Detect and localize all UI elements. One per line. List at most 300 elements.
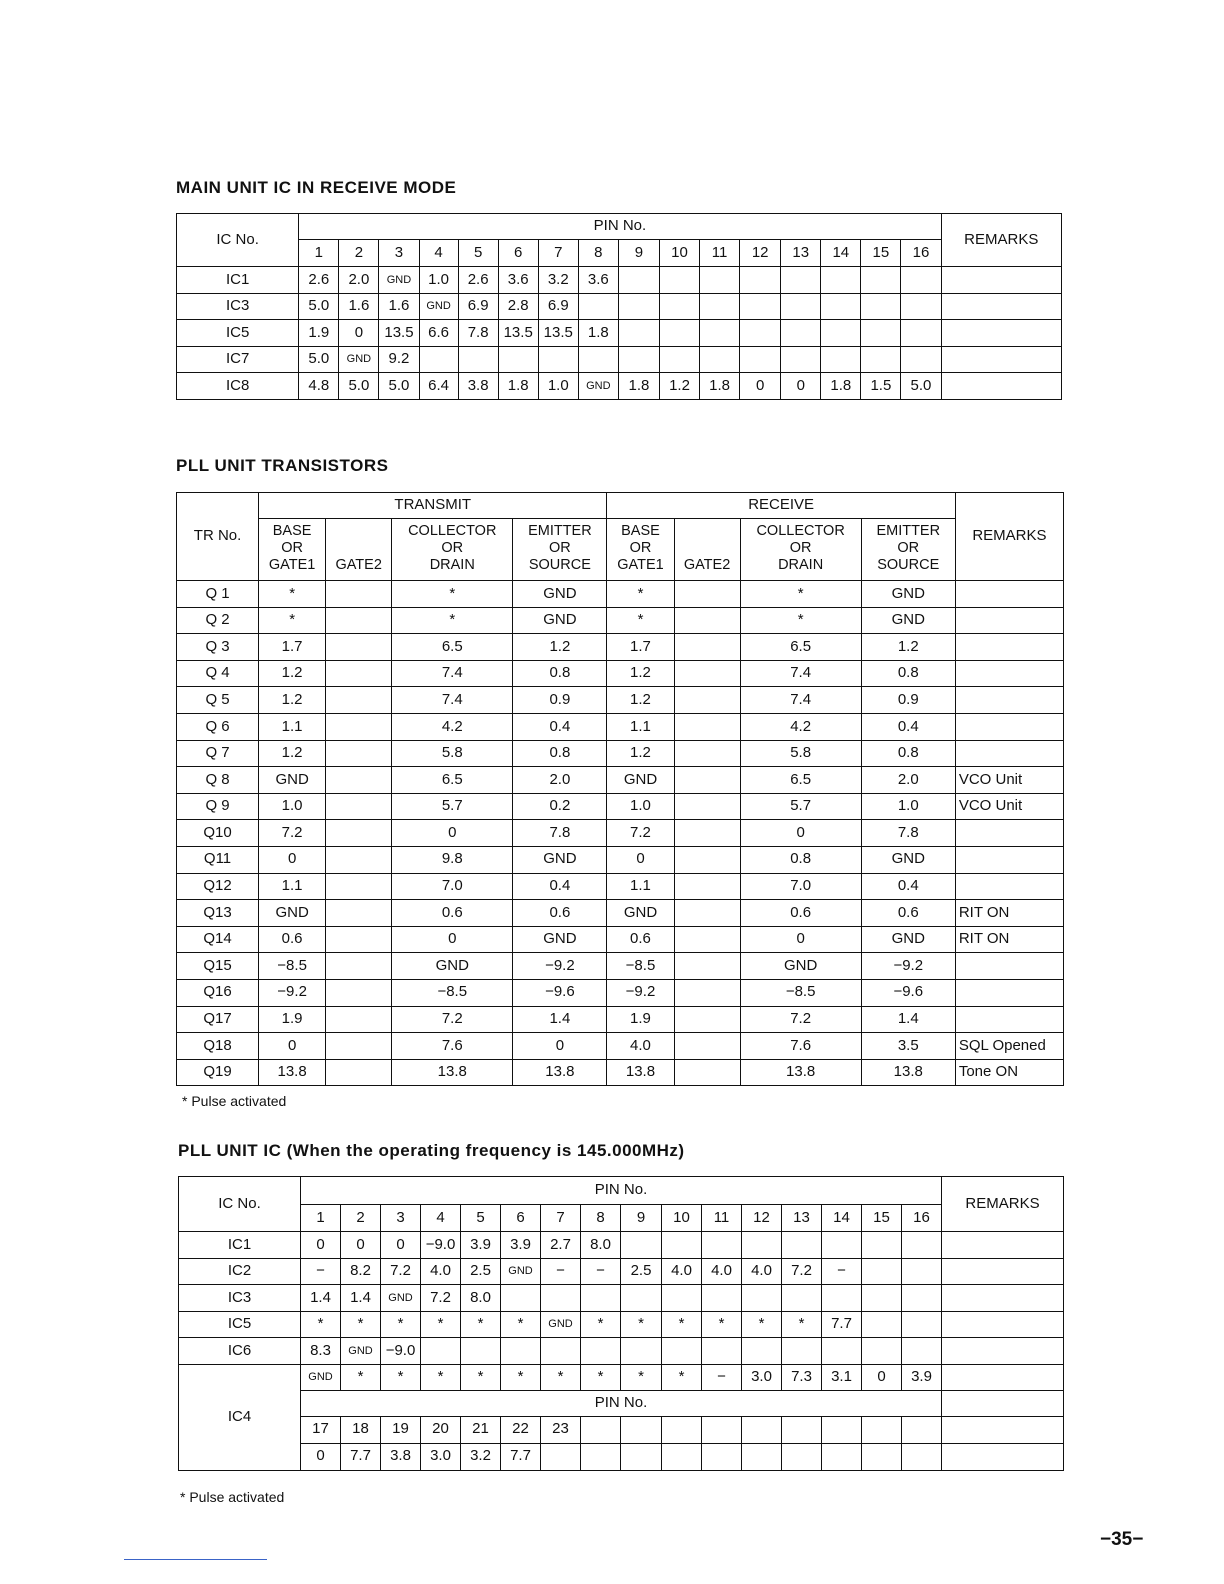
col-header-line bbox=[675, 524, 740, 541]
voltage-value: 1.2 bbox=[513, 634, 607, 661]
voltage-value bbox=[674, 926, 740, 953]
pin-value: 1.8 bbox=[578, 320, 618, 347]
voltage-value: 1.9 bbox=[607, 1006, 674, 1033]
voltage-value: 0.8 bbox=[513, 740, 607, 767]
voltage-value: 7.8 bbox=[861, 820, 955, 847]
remarks-cell: VCO Unit bbox=[955, 767, 1063, 794]
remarks-cell bbox=[942, 1338, 1064, 1365]
pin-value bbox=[862, 1443, 902, 1470]
pin-number-header: 1 bbox=[301, 1205, 341, 1232]
voltage-value: 5.8 bbox=[740, 740, 861, 767]
receive-col-header bbox=[607, 519, 674, 581]
pin-value: 1.9 bbox=[299, 320, 339, 347]
tr-label: Q 8 bbox=[177, 767, 259, 794]
pin-value: GND bbox=[381, 1285, 421, 1312]
remarks-cell bbox=[942, 1258, 1064, 1285]
ic-label: IC5 bbox=[179, 1311, 301, 1338]
pin-value: 5.0 bbox=[299, 346, 339, 373]
col-header-line bbox=[675, 541, 740, 558]
voltage-value: 7.2 bbox=[392, 1006, 513, 1033]
pin-number-header: 15 bbox=[862, 1205, 902, 1232]
pin-value bbox=[421, 1338, 461, 1365]
voltage-value: * bbox=[740, 607, 861, 634]
voltage-value: 7.6 bbox=[392, 1033, 513, 1060]
voltage-value: 0.8 bbox=[740, 846, 861, 873]
pin-value bbox=[700, 320, 740, 347]
voltage-value: 0.6 bbox=[259, 926, 326, 953]
voltage-value bbox=[674, 581, 740, 608]
voltage-value bbox=[674, 900, 740, 927]
pin-value: −9.0 bbox=[381, 1338, 421, 1365]
table-row bbox=[177, 660, 1064, 687]
table-row bbox=[179, 1443, 1064, 1470]
pin-value bbox=[902, 1258, 942, 1285]
voltage-value: 0.9 bbox=[513, 687, 607, 714]
voltage-value bbox=[326, 873, 392, 900]
pin-value: * bbox=[381, 1364, 421, 1390]
voltage-value bbox=[674, 713, 740, 740]
table-row bbox=[177, 373, 1062, 400]
ic-label: IC4 bbox=[179, 1364, 301, 1470]
voltage-value: 13.8 bbox=[607, 1059, 674, 1086]
pin-number-header: 23 bbox=[541, 1416, 581, 1443]
remarks-cell bbox=[955, 660, 1063, 687]
voltage-value: 13.8 bbox=[513, 1059, 607, 1086]
page-number: −35− bbox=[1100, 1529, 1144, 1550]
col-header-line: DRAIN bbox=[778, 557, 824, 573]
pin-number-header bbox=[862, 1416, 902, 1443]
col-header-line: EMITTER bbox=[528, 523, 592, 539]
voltage-value: 7.2 bbox=[740, 1006, 861, 1033]
pin-value bbox=[659, 267, 699, 294]
voltage-value: GND bbox=[513, 581, 607, 608]
pin-number-header: 7 bbox=[538, 240, 578, 267]
pin-number-header bbox=[662, 1416, 702, 1443]
tr-label: Q 1 bbox=[177, 581, 259, 608]
table-row bbox=[179, 1177, 1064, 1205]
pin-value: 4.0 bbox=[702, 1258, 742, 1285]
voltage-value bbox=[326, 740, 392, 767]
table-row bbox=[177, 687, 1064, 714]
pin-value: * bbox=[541, 1364, 581, 1390]
pin-value bbox=[702, 1443, 742, 1470]
pin-value: 0 bbox=[781, 373, 821, 400]
pin-value bbox=[621, 1443, 662, 1470]
voltage-value: 0.4 bbox=[513, 873, 607, 900]
remarks-cell bbox=[942, 1285, 1064, 1312]
pin-value: * bbox=[581, 1364, 621, 1390]
voltage-value bbox=[326, 846, 392, 873]
pin-value bbox=[821, 293, 861, 320]
table-row bbox=[179, 1258, 1064, 1285]
voltage-value bbox=[674, 846, 740, 873]
ic-label: IC3 bbox=[177, 293, 299, 320]
pin-value bbox=[901, 267, 941, 294]
pin-value: * bbox=[742, 1311, 782, 1338]
receive-header: RECEIVE bbox=[607, 493, 955, 519]
pin-value: GND bbox=[541, 1311, 581, 1338]
remarks-cell bbox=[955, 607, 1063, 634]
voltage-value: 1.1 bbox=[259, 713, 326, 740]
table-row bbox=[179, 1338, 1064, 1365]
pin-value bbox=[662, 1232, 702, 1259]
pll-unit-transistors-title: PLL UNIT TRANSISTORS bbox=[176, 456, 389, 475]
pin-value: * bbox=[461, 1311, 501, 1338]
voltage-value bbox=[674, 1033, 740, 1060]
voltage-value bbox=[326, 820, 392, 847]
tr-label: Q10 bbox=[177, 820, 259, 847]
pin-value: 7.3 bbox=[782, 1364, 822, 1390]
pin-value bbox=[781, 346, 821, 373]
pin-number-header: 14 bbox=[822, 1205, 862, 1232]
voltage-value: 7.0 bbox=[392, 873, 513, 900]
pin-value: 7.7 bbox=[822, 1311, 862, 1338]
pin-value: 0 bbox=[381, 1232, 421, 1259]
pin-value: −9.0 bbox=[421, 1232, 461, 1259]
pin-value: * bbox=[621, 1311, 662, 1338]
table-row bbox=[179, 1285, 1064, 1312]
voltage-value: 5.7 bbox=[392, 793, 513, 820]
pin-number-header: 3 bbox=[379, 240, 419, 267]
voltage-value: −9.6 bbox=[513, 979, 607, 1006]
voltage-value: 0.6 bbox=[392, 900, 513, 927]
voltage-value: 0.6 bbox=[607, 926, 674, 953]
voltage-value: GND bbox=[607, 900, 674, 927]
voltage-value: 13.8 bbox=[259, 1059, 326, 1086]
transmit-col-header bbox=[259, 519, 326, 581]
tr-label: Q 5 bbox=[177, 687, 259, 714]
remarks-cell bbox=[942, 1311, 1064, 1338]
table-row bbox=[177, 873, 1064, 900]
pin-value: − bbox=[702, 1364, 742, 1390]
remarks-cell bbox=[955, 953, 1063, 980]
pin-value bbox=[700, 346, 740, 373]
pin-value bbox=[742, 1443, 782, 1470]
pin-value: 2.6 bbox=[458, 267, 498, 294]
pin-value: 8.0 bbox=[461, 1285, 501, 1312]
pin-value bbox=[862, 1285, 902, 1312]
voltage-value: * bbox=[259, 607, 326, 634]
pin-value bbox=[902, 1338, 942, 1365]
voltage-value bbox=[674, 953, 740, 980]
bottom-rule bbox=[124, 1559, 267, 1560]
pin-value bbox=[862, 1338, 902, 1365]
pin-value bbox=[662, 1443, 702, 1470]
table-row bbox=[177, 634, 1064, 661]
pin-value bbox=[822, 1443, 862, 1470]
voltage-value: GND bbox=[861, 926, 955, 953]
remarks-cell: Tone ON bbox=[955, 1059, 1063, 1086]
remarks-cell bbox=[955, 581, 1063, 608]
col-header-line: GATE1 bbox=[617, 557, 664, 573]
remarks-cell bbox=[942, 1416, 1064, 1443]
pin-number-header bbox=[742, 1416, 782, 1443]
pin-number-header: 3 bbox=[381, 1205, 421, 1232]
voltage-value: 0 bbox=[740, 820, 861, 847]
pin-value: 13.5 bbox=[379, 320, 419, 347]
voltage-value: 0.4 bbox=[861, 873, 955, 900]
pin-value bbox=[782, 1443, 822, 1470]
pin-number-header: 6 bbox=[501, 1205, 541, 1232]
voltage-value: 13.8 bbox=[392, 1059, 513, 1086]
remarks-cell bbox=[955, 713, 1063, 740]
pin-value: 13.5 bbox=[538, 320, 578, 347]
voltage-value: −9.2 bbox=[607, 979, 674, 1006]
voltage-value: 7.2 bbox=[259, 820, 326, 847]
voltage-value: 0.4 bbox=[513, 713, 607, 740]
voltage-value bbox=[674, 1059, 740, 1086]
voltage-value: GND bbox=[259, 767, 326, 794]
pin-value: 2.6 bbox=[299, 267, 339, 294]
pin-value: 4.0 bbox=[742, 1258, 782, 1285]
pin-value bbox=[781, 267, 821, 294]
pin-value: 3.0 bbox=[421, 1443, 461, 1470]
voltage-value bbox=[674, 634, 740, 661]
table-row bbox=[177, 293, 1062, 320]
pin-value: 8.2 bbox=[341, 1258, 381, 1285]
voltage-value: 13.8 bbox=[861, 1059, 955, 1086]
voltage-value: 0.8 bbox=[513, 660, 607, 687]
pin-value: 4.8 bbox=[299, 373, 339, 400]
voltage-value bbox=[326, 793, 392, 820]
remarks-cell bbox=[942, 1390, 1064, 1416]
pin-value bbox=[822, 1338, 862, 1365]
pin-value: 13.5 bbox=[498, 320, 538, 347]
table-row bbox=[177, 607, 1064, 634]
pin-value: 1.8 bbox=[821, 373, 861, 400]
pin-value: 9.2 bbox=[379, 346, 419, 373]
table-row bbox=[177, 846, 1064, 873]
pin-value bbox=[740, 293, 781, 320]
pin-value bbox=[782, 1285, 822, 1312]
table-row bbox=[179, 1364, 1064, 1390]
pin-value bbox=[822, 1232, 862, 1259]
pin-number-header: 8 bbox=[581, 1205, 621, 1232]
voltage-value: 0.9 bbox=[861, 687, 955, 714]
pin-value bbox=[700, 267, 740, 294]
pin-value bbox=[902, 1232, 942, 1259]
pin-value: 8.3 bbox=[301, 1338, 341, 1365]
col-header-line bbox=[326, 524, 391, 541]
col-header-line: GATE1 bbox=[268, 557, 316, 573]
pin-value bbox=[861, 320, 901, 347]
pin-value bbox=[782, 1232, 822, 1259]
voltage-value: −8.5 bbox=[740, 979, 861, 1006]
pin-value bbox=[861, 293, 901, 320]
pin-value: * bbox=[662, 1311, 702, 1338]
pin-value: * bbox=[421, 1364, 461, 1390]
pin-value: 6.9 bbox=[458, 293, 498, 320]
pin-value bbox=[781, 293, 821, 320]
voltage-value: 7.6 bbox=[740, 1033, 861, 1060]
ic-no-header: IC No. bbox=[177, 214, 299, 267]
pin-value: 3.8 bbox=[381, 1443, 421, 1470]
voltage-value: 9.8 bbox=[392, 846, 513, 873]
pin-value bbox=[659, 293, 699, 320]
voltage-value: 6.5 bbox=[740, 634, 861, 661]
voltage-value: 0.4 bbox=[861, 713, 955, 740]
pin-number-header: 9 bbox=[618, 240, 659, 267]
pin-value bbox=[581, 1443, 621, 1470]
voltage-value: 6.5 bbox=[740, 767, 861, 794]
col-header-line: COLLECTOR bbox=[408, 523, 497, 539]
voltage-value bbox=[674, 740, 740, 767]
pin-value: 8.0 bbox=[581, 1232, 621, 1259]
pin-value: 3.9 bbox=[461, 1232, 501, 1259]
pin-value: * bbox=[621, 1364, 662, 1390]
ic-label: IC1 bbox=[177, 267, 299, 294]
pin-number-header: 18 bbox=[341, 1416, 381, 1443]
pin-value: 1.0 bbox=[419, 267, 458, 294]
col-header-line: SOURCE bbox=[528, 557, 591, 573]
voltage-value: * bbox=[607, 607, 674, 634]
receive-col-header bbox=[674, 519, 740, 581]
ic-label: IC2 bbox=[179, 1258, 301, 1285]
pin-value: * bbox=[341, 1311, 381, 1338]
pin-value bbox=[742, 1232, 782, 1259]
pin-value bbox=[659, 346, 699, 373]
ic-label: IC3 bbox=[179, 1285, 301, 1312]
pin-value: 3.6 bbox=[578, 267, 618, 294]
pin-number-header: 17 bbox=[301, 1416, 341, 1443]
pin-value bbox=[902, 1443, 942, 1470]
pin-value: GND bbox=[419, 293, 458, 320]
remarks-cell: RIT ON bbox=[955, 926, 1063, 953]
pin-value: 7.2 bbox=[381, 1258, 421, 1285]
pin-value bbox=[662, 1285, 702, 1312]
voltage-value: 1.9 bbox=[259, 1006, 326, 1033]
pin-number-header bbox=[621, 1416, 662, 1443]
pin-value: * bbox=[702, 1311, 742, 1338]
pin-value bbox=[461, 1338, 501, 1365]
voltage-value: 1.2 bbox=[607, 740, 674, 767]
pin-value: GND bbox=[341, 1338, 381, 1365]
pin-number-header: 8 bbox=[578, 240, 618, 267]
pin-value bbox=[659, 320, 699, 347]
pin-value: GND bbox=[301, 1364, 341, 1390]
voltage-value: * bbox=[740, 581, 861, 608]
pin-value: 2.8 bbox=[498, 293, 538, 320]
pin-number-header: 20 bbox=[421, 1416, 461, 1443]
ic-no-header: IC No. bbox=[179, 1177, 301, 1232]
voltage-value: GND bbox=[740, 953, 861, 980]
table-row bbox=[177, 519, 1064, 581]
pin-value: 1.8 bbox=[498, 373, 538, 400]
pin-value: 0 bbox=[301, 1232, 341, 1259]
tr-label: Q 4 bbox=[177, 660, 259, 687]
table-row bbox=[179, 1232, 1064, 1259]
voltage-value bbox=[674, 1006, 740, 1033]
table-row bbox=[177, 581, 1064, 608]
pin-number-header: 13 bbox=[781, 240, 821, 267]
ic-label: IC8 bbox=[177, 373, 299, 400]
voltage-value: −8.5 bbox=[607, 953, 674, 980]
table-row bbox=[177, 740, 1064, 767]
pin-value bbox=[902, 1311, 942, 1338]
pin-value: GND bbox=[501, 1258, 541, 1285]
voltage-value: 1.2 bbox=[861, 634, 955, 661]
pin-value bbox=[782, 1338, 822, 1365]
tr-label: Q18 bbox=[177, 1033, 259, 1060]
voltage-value bbox=[326, 1059, 392, 1086]
tr-label: Q19 bbox=[177, 1059, 259, 1086]
pin-value: 3.8 bbox=[458, 373, 498, 400]
col-header-line: OR bbox=[897, 540, 920, 556]
remarks-cell bbox=[942, 1232, 1064, 1259]
voltage-value: 0 bbox=[392, 820, 513, 847]
voltage-value bbox=[326, 767, 392, 794]
voltage-value: 1.0 bbox=[861, 793, 955, 820]
pin-number-header bbox=[902, 1416, 942, 1443]
voltage-value: 0.2 bbox=[513, 793, 607, 820]
pin-value: 1.2 bbox=[659, 373, 699, 400]
pin-value bbox=[541, 1338, 581, 1365]
tr-label: Q 7 bbox=[177, 740, 259, 767]
pin-value bbox=[458, 346, 498, 373]
pin-value bbox=[578, 293, 618, 320]
tr-label: Q14 bbox=[177, 926, 259, 953]
voltage-value: 1.1 bbox=[607, 873, 674, 900]
voltage-value bbox=[674, 660, 740, 687]
remarks-header: REMARKS bbox=[941, 214, 1061, 267]
pin-number-header: 21 bbox=[461, 1416, 501, 1443]
voltage-value bbox=[326, 926, 392, 953]
remarks-header: REMARKS bbox=[955, 493, 1063, 581]
pin-value: * bbox=[381, 1311, 421, 1338]
voltage-value: 2.0 bbox=[861, 767, 955, 794]
voltage-value bbox=[674, 687, 740, 714]
transmit-col-header bbox=[326, 519, 392, 581]
pin-value bbox=[538, 346, 578, 373]
table-row bbox=[179, 1390, 1064, 1416]
pin-value: 7.7 bbox=[341, 1443, 381, 1470]
table-row bbox=[177, 346, 1062, 373]
voltage-value: 0.8 bbox=[861, 660, 955, 687]
pin-value: * bbox=[301, 1311, 341, 1338]
main-unit-ic-table bbox=[176, 213, 1062, 400]
voltage-value: 6.5 bbox=[392, 767, 513, 794]
remarks-cell bbox=[942, 1443, 1064, 1470]
main-unit-ic-title: MAIN UNIT IC IN RECEIVE MODE bbox=[176, 178, 457, 197]
table-row bbox=[179, 1311, 1064, 1338]
pin-value bbox=[618, 293, 659, 320]
tr-label: Q12 bbox=[177, 873, 259, 900]
pin-value: 6.9 bbox=[538, 293, 578, 320]
voltage-value: 1.0 bbox=[607, 793, 674, 820]
voltage-value: 0 bbox=[392, 926, 513, 953]
table-row bbox=[177, 320, 1062, 347]
pin-value: * bbox=[581, 1311, 621, 1338]
tr-label: Q 2 bbox=[177, 607, 259, 634]
pin-value: * bbox=[421, 1311, 461, 1338]
pin-value: 3.2 bbox=[461, 1443, 501, 1470]
pin-value bbox=[581, 1338, 621, 1365]
voltage-value: 0 bbox=[740, 926, 861, 953]
pin-value: 6.6 bbox=[419, 320, 458, 347]
voltage-value: * bbox=[392, 607, 513, 634]
remarks-cell: SQL Opened bbox=[955, 1033, 1063, 1060]
voltage-value: 4.2 bbox=[392, 713, 513, 740]
voltage-value: 5.7 bbox=[740, 793, 861, 820]
pin-value bbox=[740, 320, 781, 347]
pin-value bbox=[541, 1443, 581, 1470]
pin-value: 0 bbox=[862, 1364, 902, 1390]
table-row bbox=[177, 1033, 1064, 1060]
pll-unit-transistors-table bbox=[176, 492, 1064, 1086]
voltage-value: 6.5 bbox=[392, 634, 513, 661]
voltage-value: 1.2 bbox=[259, 740, 326, 767]
voltage-value: 1.4 bbox=[861, 1006, 955, 1033]
